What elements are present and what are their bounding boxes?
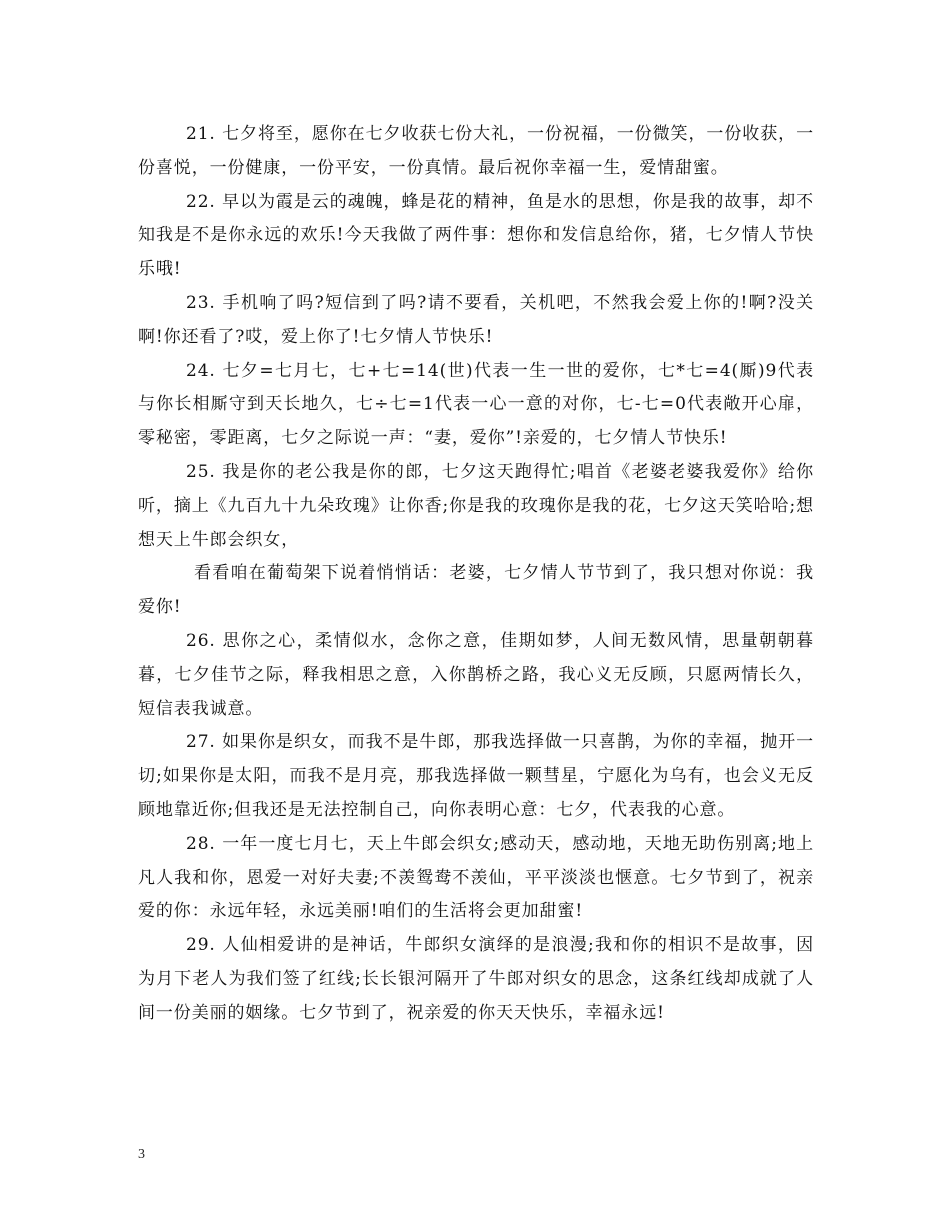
document-body bbox=[138, 118, 814, 1031]
paragraph-22: 22. 早以为霞是云的魂魄，蜂是花的精神，鱼是水的思想，你是我的故事，却不知我是不是你永远的欢乐!今天我做了两件事：想你和发信息给你，猪，七夕情人节快乐哦! bbox=[138, 191, 814, 280]
paragraph-21: 21. 七夕将至，愿你在七夕收获七份大礼，一份祝福，一份微笑，一份收获，一份喜悦，一份健康，一份平安，一份真情。最后祝你幸福一生，爱情甜蜜。 bbox=[138, 124, 814, 178]
paragraph-25-continued: 看看咱在葡萄架下说着悄悄话：老婆，七夕情人节节到了，我只想对你说：我爱你! bbox=[138, 563, 814, 618]
paragraph-23: 23. 手机响了吗?短信到了吗?请不要看，关机吧，不然我会爱上你的!啊?没关啊!你还看了?哎，爱上你了!七夕情人节快乐! bbox=[138, 292, 814, 347]
page-number: 3 bbox=[138, 1147, 145, 1162]
paragraph-26: 26. 思你之心，柔情似水，念你之意，佳期如梦，人间无数风情，思量朝朝暮暮，七夕佳节之际，释我相思之意，入你鹊桥之路，我心义无反顾，只愿两情长久，短信表我诚意。 bbox=[138, 630, 814, 719]
paragraph-24: 24. 七夕=七月七，七+七=14(世)代表一生一世的爱你，七*七=4(厮)9代表与你长相厮守到天长地久，七÷七=1代表一心一意的对你，七-七=0代表敞开心扉，零秘密，零距离，七夕之际说一声：“妻，爱你”!亲爱的，七夕情人节快乐! bbox=[138, 360, 814, 449]
paragraph-25: 25. 我是你的老公我是你的郎，七夕这天跑得忙;唱首《老婆老婆我爱你》给你听，摘上《九百九十九朵玫瑰》让你香;你是我的玫瑰你是我的花，七夕这天笑哈哈;想想天上牛郎会织女， bbox=[138, 461, 814, 550]
paragraph-27: 27. 如果你是织女，而我不是牛郎，那我选择做一只喜鹊，为你的幸福，抛开一切;如果你是太阳，而我不是月亮，那我选择做一颗彗星，宁愿化为乌有，也会义无反顾地靠近你;但我还是无法控制自己，向你表明心意：七夕，代表我的心意。 bbox=[138, 732, 814, 820]
paragraph-29: 29. 人仙相爱讲的是神话，牛郎织女演绎的是浪漫;我和你的相识不是故事，因为月下老人为我们签了红线;长长银河隔开了牛郎对织女的思念，这条红线却成就了人间一份美丽的姻缘。七夕节到了，祝亲爱的你天天快乐，幸福永远! bbox=[138, 935, 814, 1023]
paragraph-28: 28. 一年一度七月七，天上牛郎会织女;感动天，感动地，天地无助伤别离;地上凡人我和你，恩爱一对好夫妻;不羡鸳鸯不羡仙，平平淡淡也惬意。七夕节到了，祝亲爱的你：永远年轻，永远美丽!咱们的生活将会更加甜蜜! bbox=[138, 833, 814, 922]
